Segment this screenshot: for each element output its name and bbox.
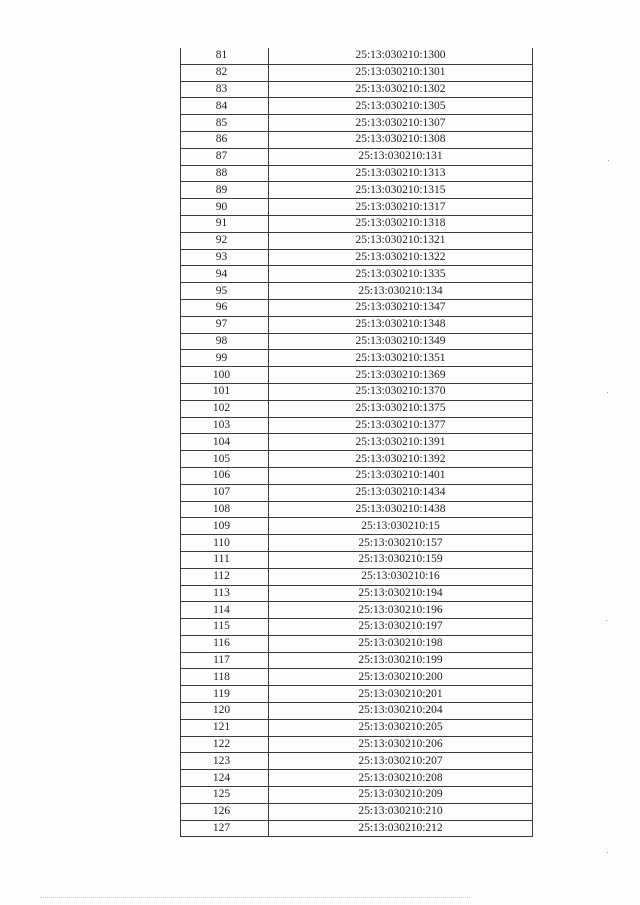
cadastral-number-cell: 25:13:030210:134	[269, 283, 533, 300]
cadastral-number-cell: 25:13:030210:1307	[269, 115, 533, 132]
table-row	[181, 165, 533, 182]
cadastral-number-cell: 25:13:030210:1308	[269, 131, 533, 148]
cadastral-number-cell: 25:13:030210:1300	[269, 48, 533, 64]
row-number-cell: 88	[181, 165, 269, 182]
row-number-cell: 112	[181, 568, 269, 585]
row-number-cell: 91	[181, 215, 269, 232]
row-number-cell: 124	[181, 770, 269, 787]
table-row	[181, 501, 533, 518]
table-row	[181, 451, 533, 468]
row-number-cell: 116	[181, 635, 269, 652]
table-row	[181, 367, 533, 384]
table-row	[181, 753, 533, 770]
table-row	[181, 619, 533, 636]
table-row	[181, 131, 533, 148]
table-row	[181, 417, 533, 434]
cadastral-number-cell: 25:13:030210:1301	[269, 64, 533, 81]
table-row	[181, 48, 533, 64]
table-row	[181, 98, 533, 115]
row-number-cell: 92	[181, 232, 269, 249]
row-number-cell: 108	[181, 501, 269, 518]
cadastral-number-cell: 25:13:030210:201	[269, 686, 533, 703]
table-row	[181, 484, 533, 501]
table-row	[181, 283, 533, 300]
table-row	[181, 585, 533, 602]
table-row	[181, 703, 533, 720]
cadastral-number-cell: 25:13:030210:1391	[269, 434, 533, 451]
row-number-cell: 87	[181, 148, 269, 165]
table-row	[181, 115, 533, 132]
cadastral-number-cell: 25:13:030210:1438	[269, 501, 533, 518]
row-number-cell: 83	[181, 81, 269, 98]
scan-noise-line	[40, 897, 470, 898]
table-row	[181, 686, 533, 703]
table-row	[181, 148, 533, 165]
cadastral-number-cell: 25:13:030210:1315	[269, 182, 533, 199]
cadastral-number-cell: 25:13:030210:1434	[269, 484, 533, 501]
table-row	[181, 266, 533, 283]
row-number-cell: 104	[181, 434, 269, 451]
row-number-cell: 99	[181, 350, 269, 367]
table-row	[181, 551, 533, 568]
row-number-cell: 86	[181, 131, 269, 148]
row-number-cell: 113	[181, 585, 269, 602]
cadastral-number-cell: 25:13:030210:159	[269, 551, 533, 568]
row-number-cell: 110	[181, 535, 269, 552]
cadastral-number-cell: 25:13:030210:1392	[269, 451, 533, 468]
scan-speck	[608, 160, 609, 161]
row-number-cell: 82	[181, 64, 269, 81]
table-row	[181, 518, 533, 535]
table-row	[181, 316, 533, 333]
cadastral-number-cell: 25:13:030210:16	[269, 568, 533, 585]
cadastral-number-cell: 25:13:030210:1349	[269, 333, 533, 350]
cadastral-number-cell: 25:13:030210:1401	[269, 467, 533, 484]
cadastral-number-cell: 25:13:030210:204	[269, 703, 533, 720]
row-number-cell: 102	[181, 400, 269, 417]
cadastral-number-cell: 25:13:030210:15	[269, 518, 533, 535]
table-row	[181, 736, 533, 753]
cadastral-number-cell: 25:13:030210:209	[269, 787, 533, 804]
cadastral-number-cell: 25:13:030210:1347	[269, 299, 533, 316]
cadastral-number-cell: 25:13:030210:1348	[269, 316, 533, 333]
cadastral-number-cell: 25:13:030210:1375	[269, 400, 533, 417]
cadastral-number-cell: 25:13:030210:1335	[269, 266, 533, 283]
cadastral-number-cell: 25:13:030210:197	[269, 619, 533, 636]
table-row	[181, 232, 533, 249]
table-row	[181, 333, 533, 350]
row-number-cell: 85	[181, 115, 269, 132]
cadastral-number-cell: 25:13:030210:1351	[269, 350, 533, 367]
row-number-cell: 84	[181, 98, 269, 115]
table-row	[181, 383, 533, 400]
row-number-cell: 98	[181, 333, 269, 350]
table-row	[181, 535, 533, 552]
cadastral-number-cell: 25:13:030210:198	[269, 635, 533, 652]
row-number-cell: 90	[181, 199, 269, 216]
cadastral-number-cell: 25:13:030210:157	[269, 535, 533, 552]
row-number-cell: 105	[181, 451, 269, 468]
cadastral-number-cell: 25:13:030210:207	[269, 753, 533, 770]
table-row	[181, 602, 533, 619]
table-row	[181, 299, 533, 316]
row-number-cell: 81	[181, 48, 269, 64]
table-row	[181, 820, 533, 837]
cadastral-number-cell: 25:13:030210:205	[269, 719, 533, 736]
row-number-cell: 118	[181, 669, 269, 686]
row-number-cell: 123	[181, 753, 269, 770]
row-number-cell: 109	[181, 518, 269, 535]
table-row	[181, 669, 533, 686]
cadastral-number-cell: 25:13:030210:208	[269, 770, 533, 787]
table-row	[181, 81, 533, 98]
cadastral-number-cell: 25:13:030210:131	[269, 148, 533, 165]
cadastral-number-cell: 25:13:030210:1321	[269, 232, 533, 249]
table-row	[181, 350, 533, 367]
row-number-cell: 89	[181, 182, 269, 199]
row-number-cell: 95	[181, 283, 269, 300]
row-number-cell: 122	[181, 736, 269, 753]
table-row	[181, 568, 533, 585]
row-number-cell: 125	[181, 787, 269, 804]
scan-speck	[606, 620, 607, 621]
cadastral-number-cell: 25:13:030210:210	[269, 803, 533, 820]
cadastral-number-cell: 25:13:030210:196	[269, 602, 533, 619]
row-number-cell: 93	[181, 249, 269, 266]
table-row	[181, 215, 533, 232]
row-number-cell: 106	[181, 467, 269, 484]
row-number-cell: 114	[181, 602, 269, 619]
table-row	[181, 434, 533, 451]
row-number-cell: 126	[181, 803, 269, 820]
table-row	[181, 770, 533, 787]
row-number-cell: 119	[181, 686, 269, 703]
cadastral-number-cell: 25:13:030210:1305	[269, 98, 533, 115]
table-row	[181, 467, 533, 484]
row-number-cell: 120	[181, 703, 269, 720]
row-number-cell: 96	[181, 299, 269, 316]
scan-speck	[607, 852, 608, 853]
cadastral-number-cell: 25:13:030210:199	[269, 652, 533, 669]
table-row	[181, 787, 533, 804]
table-row	[181, 249, 533, 266]
row-number-cell: 127	[181, 820, 269, 837]
row-number-cell: 101	[181, 383, 269, 400]
table-row	[181, 400, 533, 417]
row-number-cell: 94	[181, 266, 269, 283]
row-number-cell: 107	[181, 484, 269, 501]
row-number-cell: 115	[181, 619, 269, 636]
cadastral-number-cell: 25:13:030210:1370	[269, 383, 533, 400]
table-row	[181, 64, 533, 81]
table-body	[181, 48, 533, 837]
cadastral-number-cell: 25:13:030210:206	[269, 736, 533, 753]
cadastral-number-cell: 25:13:030210:1318	[269, 215, 533, 232]
cadastral-table	[180, 48, 533, 837]
cadastral-number-cell: 25:13:030210:1317	[269, 199, 533, 216]
row-number-cell: 100	[181, 367, 269, 384]
cadastral-number-cell: 25:13:030210:200	[269, 669, 533, 686]
table-row	[181, 652, 533, 669]
row-number-cell: 97	[181, 316, 269, 333]
cadastral-number-cell: 25:13:030210:212	[269, 820, 533, 837]
table-row	[181, 199, 533, 216]
table-row	[181, 635, 533, 652]
cadastral-number-cell: 25:13:030210:1313	[269, 165, 533, 182]
table-row	[181, 719, 533, 736]
row-number-cell: 103	[181, 417, 269, 434]
scan-speck	[607, 392, 608, 393]
cadastral-number-cell: 25:13:030210:1322	[269, 249, 533, 266]
row-number-cell: 117	[181, 652, 269, 669]
cadastral-number-cell: 25:13:030210:1302	[269, 81, 533, 98]
row-number-cell: 111	[181, 551, 269, 568]
row-number-cell: 121	[181, 719, 269, 736]
table-row	[181, 182, 533, 199]
table-row	[181, 803, 533, 820]
cadastral-number-cell: 25:13:030210:1369	[269, 367, 533, 384]
cadastral-number-cell: 25:13:030210:194	[269, 585, 533, 602]
cadastral-number-cell: 25:13:030210:1377	[269, 417, 533, 434]
cadastral-table-container	[180, 48, 532, 837]
